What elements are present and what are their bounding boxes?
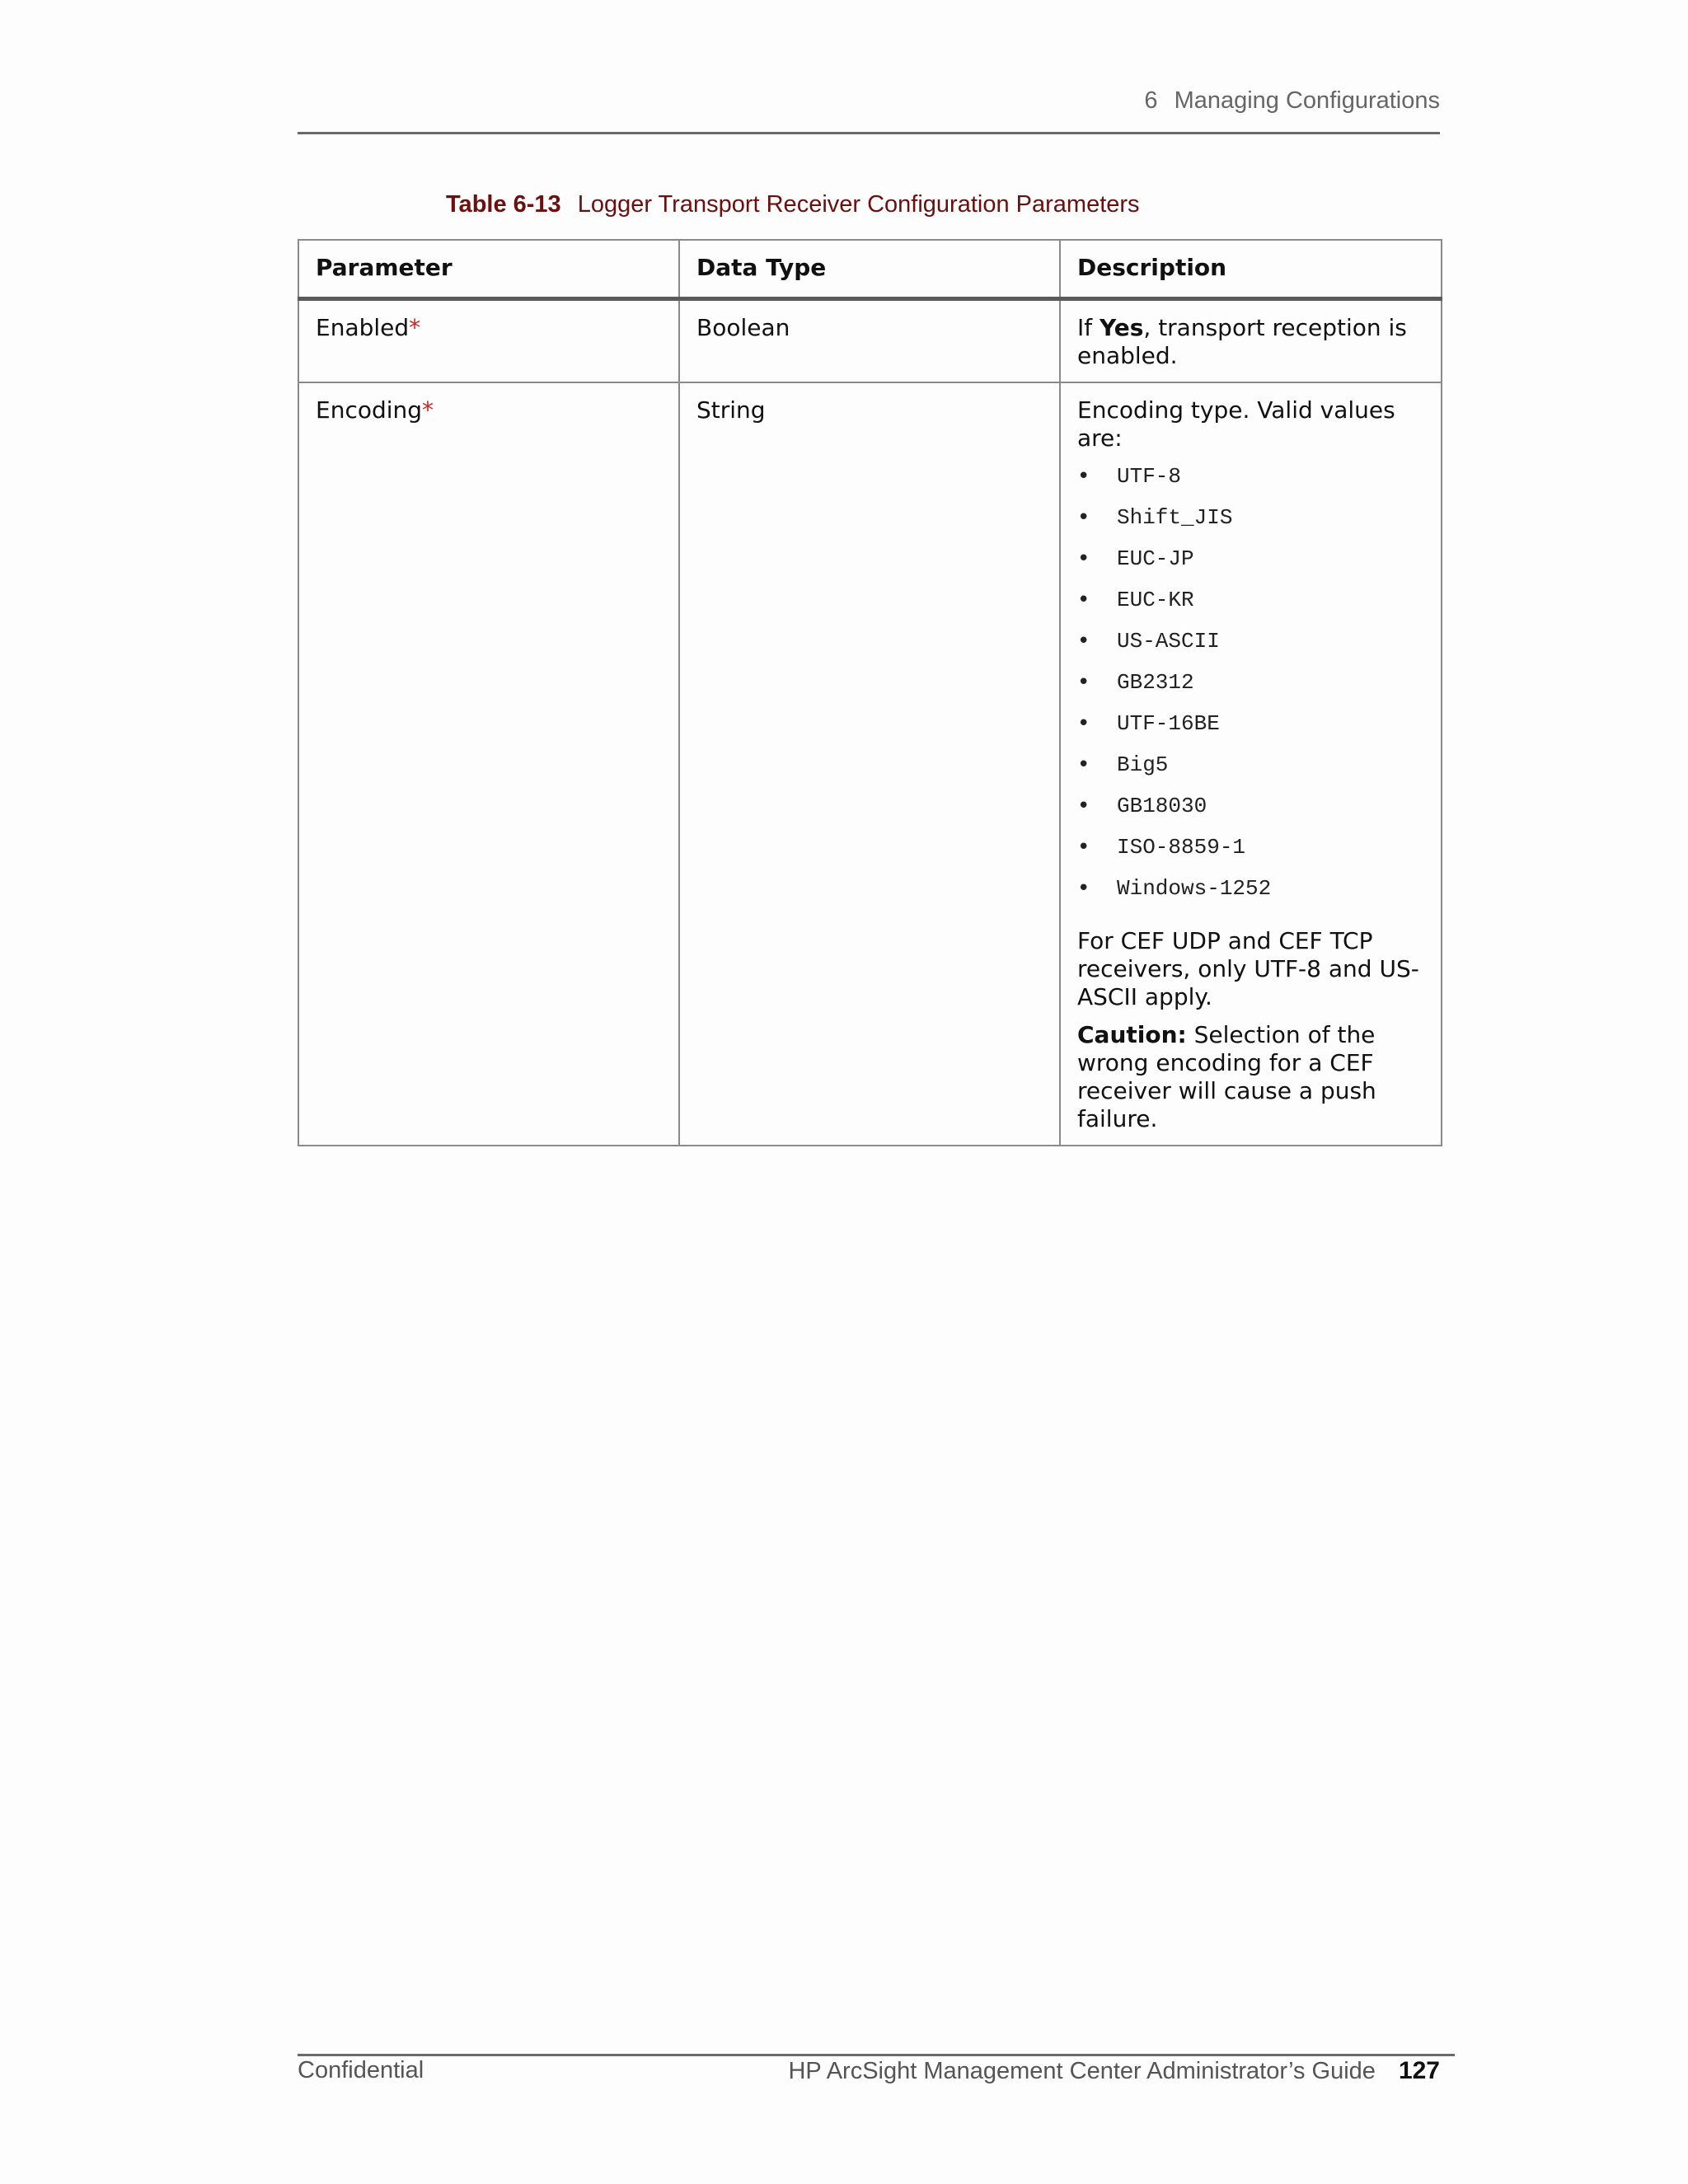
table-row-enabled	[298, 299, 1442, 383]
list-item	[1077, 710, 1424, 751]
list-item	[1077, 751, 1424, 792]
encoding-values-list	[1077, 462, 1424, 916]
description-text: , transport reception is enabled.	[1077, 314, 1407, 369]
required-marker: *	[409, 314, 421, 341]
list-item	[1077, 504, 1424, 545]
list-item	[1077, 833, 1424, 874]
bullet-icon: •	[1077, 670, 1090, 695]
encoding-value: Shift_JIS	[1117, 505, 1233, 530]
table-caption	[446, 191, 1140, 218]
table-row-encoding	[298, 382, 1442, 1146]
bullet-icon: •	[1077, 546, 1090, 571]
data-type-cell: Boolean	[679, 299, 1060, 383]
description-intro: Encoding type. Valid values are:	[1077, 396, 1395, 452]
encoding-value: EUC-KR	[1117, 588, 1194, 612]
description-note: For CEF UDP and CEF TCP receivers, only UTF-8 and US-ASCII apply.	[1077, 927, 1419, 1010]
footer-guide	[788, 2057, 1440, 2085]
encoding-value: Windows-1252	[1117, 876, 1272, 901]
data-type-cell: String	[679, 382, 1060, 1146]
list-item	[1077, 586, 1424, 627]
list-item	[1077, 545, 1424, 586]
page-number: 127	[1398, 2057, 1440, 2084]
encoding-value: UTF-8	[1117, 464, 1182, 489]
footer-guide-title: HP ArcSight Management Center Administrator’s Guide	[788, 2058, 1376, 2084]
chapter-title: Managing Configurations	[1174, 87, 1440, 114]
bullet-icon: •	[1077, 711, 1090, 736]
chapter-number: 6	[1144, 87, 1158, 114]
parameter-name: Enabled	[316, 314, 410, 341]
bullet-icon: •	[1077, 629, 1090, 654]
parameters-table	[298, 239, 1442, 1146]
caution-label: Caution:	[1077, 1021, 1187, 1048]
column-header-description: Description	[1060, 240, 1442, 299]
encoding-value: GB18030	[1117, 794, 1207, 818]
encoding-value: ISO-8859-1	[1117, 835, 1246, 860]
list-item	[1077, 668, 1424, 710]
table-caption-label: Table 6-13	[446, 191, 561, 218]
list-item	[1077, 627, 1424, 668]
description-caution	[1077, 1021, 1424, 1133]
bullet-icon: •	[1077, 835, 1090, 860]
table-caption-title: Logger Transport Receiver Configuration Parameters	[577, 191, 1140, 218]
encoding-value: Big5	[1117, 752, 1169, 777]
bullet-icon: •	[1077, 464, 1090, 489]
footer-rule	[298, 2054, 1455, 2056]
parameter-cell	[298, 299, 679, 383]
encoding-value: UTF-16BE	[1117, 711, 1220, 736]
column-header-data-type: Data Type	[679, 240, 1060, 299]
parameter-cell	[298, 382, 679, 1146]
page-header	[298, 87, 1440, 134]
required-marker: *	[422, 396, 434, 424]
list-item	[1077, 874, 1424, 916]
bullet-icon: •	[1077, 588, 1090, 612]
list-item	[1077, 462, 1424, 504]
bullet-icon: •	[1077, 752, 1090, 777]
parameter-name: Encoding	[316, 396, 423, 424]
caution-text: Selection of the wrong encoding for a CEF receiver will cause a push failure.	[1077, 1021, 1376, 1132]
description-emphasis: Yes	[1100, 314, 1144, 341]
bullet-icon: •	[1077, 876, 1090, 901]
description-cell	[1060, 382, 1442, 1146]
table-header-row	[298, 240, 1442, 299]
bullet-icon: •	[1077, 794, 1090, 818]
list-item	[1077, 792, 1424, 833]
column-header-parameter: Parameter	[298, 240, 679, 299]
description-cell	[1060, 299, 1442, 383]
bullet-icon: •	[1077, 505, 1090, 530]
encoding-value: US-ASCII	[1117, 629, 1220, 654]
description-text: If	[1077, 314, 1100, 341]
encoding-value: GB2312	[1117, 670, 1194, 695]
footer-confidential: Confidential	[298, 2057, 424, 2083]
encoding-value: EUC-JP	[1117, 546, 1194, 571]
